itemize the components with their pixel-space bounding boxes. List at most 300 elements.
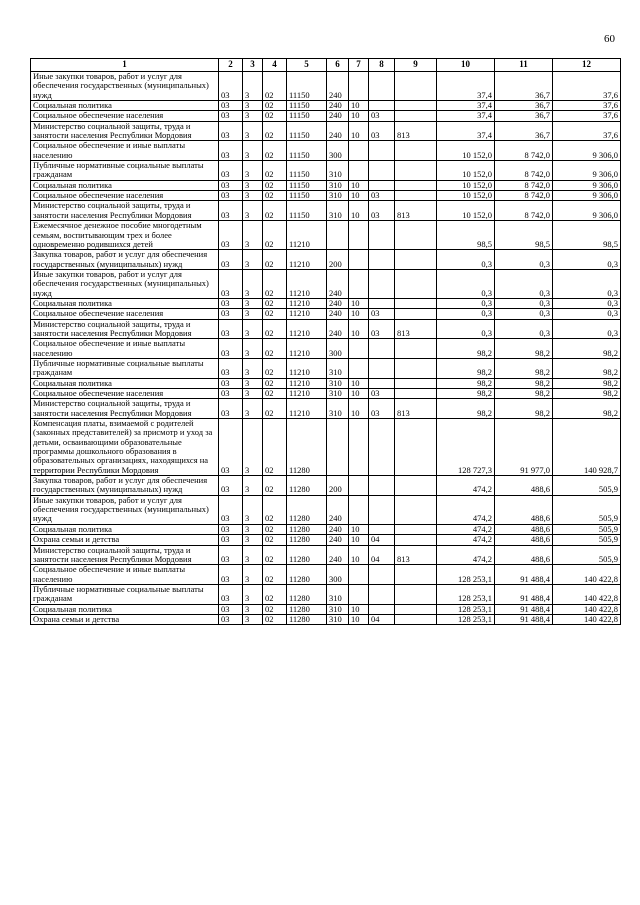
amount-col-10: 37,4 — [437, 72, 495, 101]
amount-col-11: 36,7 — [495, 111, 553, 121]
code-division — [349, 584, 369, 604]
amount-col-12: 140 928,7 — [553, 419, 621, 476]
code-subprogram: 02 — [263, 476, 287, 496]
code-ministry — [395, 476, 437, 496]
code-section: 03 — [219, 495, 243, 524]
code-section: 03 — [219, 339, 243, 359]
code-section: 03 — [219, 111, 243, 121]
code-section: 03 — [219, 221, 243, 250]
amount-col-10: 474,2 — [437, 545, 495, 565]
amount-col-12: 140 422,8 — [553, 604, 621, 614]
code-expense-type: 300 — [327, 565, 349, 585]
amount-col-12: 0,3 — [553, 309, 621, 319]
table-row — [31, 358, 621, 378]
row-name: Компенсация платы, взимаемой с родителей (законных представителей) за присмотр и уход за детьми, осваивающими образовательные программы дошкольного образования в образовательных организациях, находящихся на территории Республики Мордовия — [31, 419, 219, 476]
code-division: 10 — [349, 524, 369, 534]
amount-col-12: 37,6 — [553, 72, 621, 101]
code-expense-type: 310 — [327, 399, 349, 419]
code-section: 03 — [219, 524, 243, 534]
amount-col-11: 91 488,4 — [495, 565, 553, 585]
code-subdivision — [369, 604, 395, 614]
code-program: 3 — [243, 269, 263, 298]
amount-col-10: 128 253,1 — [437, 584, 495, 604]
code-subprogram: 02 — [263, 604, 287, 614]
row-name: Социальное обеспечение и иные выплаты населению — [31, 339, 219, 359]
row-name: Министерство социальной защиты, труда и занятости населения Республики Мордовия — [31, 545, 219, 565]
amount-col-10: 474,2 — [437, 495, 495, 524]
row-name: Публичные нормативные социальные выплаты гражданам — [31, 161, 219, 181]
code-section: 03 — [219, 121, 243, 141]
table-row — [31, 101, 621, 111]
amount-col-11: 91 488,4 — [495, 614, 553, 624]
amount-col-10: 128 727,3 — [437, 419, 495, 476]
table-row — [31, 250, 621, 270]
code-subprogram: 02 — [263, 121, 287, 141]
code-subdivision: 03 — [369, 111, 395, 121]
row-name: Иные закупки товаров, работ и услуг для обеспечения государственных (муниципальных) нужд — [31, 72, 219, 101]
amount-col-10: 0,3 — [437, 309, 495, 319]
amount-col-11: 0,3 — [495, 250, 553, 270]
amount-col-12: 0,3 — [553, 250, 621, 270]
code-section: 03 — [219, 476, 243, 496]
code-expense-type: 310 — [327, 584, 349, 604]
amount-col-12: 0,3 — [553, 269, 621, 298]
amount-col-12: 505,9 — [553, 545, 621, 565]
row-name: Министерство социальной защиты, труда и занятости населения Республики Мордовия — [31, 319, 219, 339]
code-division: 10 — [349, 545, 369, 565]
code-division — [349, 221, 369, 250]
amount-col-11: 488,6 — [495, 495, 553, 524]
column-header-7: 7 — [349, 59, 369, 72]
code-division — [349, 419, 369, 476]
code-subdivision — [369, 524, 395, 534]
code-direction: 11150 — [287, 180, 327, 190]
table-row — [31, 191, 621, 201]
column-header-12: 12 — [553, 59, 621, 72]
code-subdivision: 03 — [369, 191, 395, 201]
amount-col-12: 9 306,0 — [553, 201, 621, 221]
amount-col-11: 488,6 — [495, 535, 553, 545]
code-subprogram: 02 — [263, 298, 287, 308]
amount-col-11: 36,7 — [495, 72, 553, 101]
code-subprogram: 02 — [263, 378, 287, 388]
code-expense-type: 310 — [327, 614, 349, 624]
code-ministry — [395, 524, 437, 534]
amount-col-12: 9 306,0 — [553, 141, 621, 161]
code-ministry — [395, 269, 437, 298]
row-name: Охрана семьи и детства — [31, 614, 219, 624]
code-direction: 11280 — [287, 604, 327, 614]
code-subprogram: 02 — [263, 191, 287, 201]
code-direction: 11150 — [287, 121, 327, 141]
code-program: 3 — [243, 524, 263, 534]
code-ministry — [395, 161, 437, 181]
code-subprogram: 02 — [263, 399, 287, 419]
code-division — [349, 476, 369, 496]
code-expense-type — [327, 221, 349, 250]
code-direction: 11280 — [287, 495, 327, 524]
code-division: 10 — [349, 101, 369, 111]
amount-col-10: 98,2 — [437, 358, 495, 378]
code-program: 3 — [243, 614, 263, 624]
column-header-4: 4 — [263, 59, 287, 72]
code-direction: 11150 — [287, 161, 327, 181]
code-ministry: 813 — [395, 399, 437, 419]
amount-col-12: 37,6 — [553, 111, 621, 121]
amount-col-11: 0,3 — [495, 309, 553, 319]
code-expense-type: 240 — [327, 101, 349, 111]
table-row — [31, 389, 621, 399]
code-subprogram: 02 — [263, 180, 287, 190]
amount-col-12: 98,2 — [553, 389, 621, 399]
code-subdivision: 04 — [369, 545, 395, 565]
code-subprogram: 02 — [263, 161, 287, 181]
code-ministry — [395, 389, 437, 399]
code-subprogram: 02 — [263, 614, 287, 624]
code-direction: 11150 — [287, 191, 327, 201]
amount-col-12: 140 422,8 — [553, 565, 621, 585]
table-row — [31, 221, 621, 250]
table-body — [31, 72, 621, 625]
amount-col-12: 140 422,8 — [553, 584, 621, 604]
amount-col-10: 10 152,0 — [437, 201, 495, 221]
code-division: 10 — [349, 614, 369, 624]
code-expense-type: 240 — [327, 72, 349, 101]
code-expense-type: 310 — [327, 191, 349, 201]
code-division — [349, 161, 369, 181]
code-section: 03 — [219, 309, 243, 319]
table-header — [31, 59, 621, 72]
row-name: Социальное обеспечение и иные выплаты населению — [31, 141, 219, 161]
row-name: Министерство социальной защиты, труда и занятости населения Республики Мордовия — [31, 399, 219, 419]
code-subdivision: 03 — [369, 121, 395, 141]
code-division: 10 — [349, 604, 369, 614]
table-row — [31, 339, 621, 359]
row-name: Социальное обеспечение населения — [31, 111, 219, 121]
amount-col-11: 91 977,0 — [495, 419, 553, 476]
header-row — [31, 59, 621, 72]
amount-col-12: 505,9 — [553, 476, 621, 496]
row-name: Министерство социальной защиты, труда и занятости населения Республики Мордовия — [31, 201, 219, 221]
column-header-2: 2 — [219, 59, 243, 72]
column-header-9: 9 — [395, 59, 437, 72]
code-expense-type: 240 — [327, 269, 349, 298]
code-expense-type: 300 — [327, 141, 349, 161]
code-section: 03 — [219, 201, 243, 221]
code-subdivision — [369, 339, 395, 359]
column-header-11: 11 — [495, 59, 553, 72]
code-expense-type: 240 — [327, 535, 349, 545]
table-row — [31, 121, 621, 141]
code-division: 10 — [349, 180, 369, 190]
code-subprogram: 02 — [263, 101, 287, 111]
code-division: 10 — [349, 298, 369, 308]
code-ministry — [395, 614, 437, 624]
code-subdivision — [369, 298, 395, 308]
code-subprogram: 02 — [263, 141, 287, 161]
amount-col-12: 0,3 — [553, 319, 621, 339]
code-division: 10 — [349, 535, 369, 545]
amount-col-11: 488,6 — [495, 545, 553, 565]
code-direction: 11210 — [287, 309, 327, 319]
amount-col-11: 98,2 — [495, 378, 553, 388]
table-row — [31, 269, 621, 298]
amount-col-11: 98,5 — [495, 221, 553, 250]
code-ministry — [395, 101, 437, 111]
code-expense-type: 240 — [327, 111, 349, 121]
column-header-5: 5 — [287, 59, 327, 72]
code-subdivision — [369, 72, 395, 101]
amount-col-10: 474,2 — [437, 524, 495, 534]
code-direction: 11150 — [287, 141, 327, 161]
code-subdivision — [369, 180, 395, 190]
code-subdivision — [369, 584, 395, 604]
code-expense-type: 240 — [327, 545, 349, 565]
code-program: 3 — [243, 111, 263, 121]
table-row — [31, 565, 621, 585]
code-section: 03 — [219, 180, 243, 190]
code-subprogram: 02 — [263, 319, 287, 339]
page-number: 60 — [604, 33, 615, 45]
code-subprogram: 02 — [263, 584, 287, 604]
column-header-10: 10 — [437, 59, 495, 72]
code-division: 10 — [349, 201, 369, 221]
code-expense-type: 310 — [327, 358, 349, 378]
amount-col-12: 9 306,0 — [553, 180, 621, 190]
code-expense-type: 240 — [327, 495, 349, 524]
code-direction: 11280 — [287, 476, 327, 496]
amount-col-12: 9 306,0 — [553, 161, 621, 181]
code-direction: 11210 — [287, 399, 327, 419]
code-section: 03 — [219, 565, 243, 585]
code-ministry — [395, 339, 437, 359]
amount-col-11: 36,7 — [495, 101, 553, 111]
amount-col-10: 98,2 — [437, 339, 495, 359]
code-program: 3 — [243, 121, 263, 141]
code-program: 3 — [243, 339, 263, 359]
code-expense-type: 310 — [327, 180, 349, 190]
row-name: Публичные нормативные социальные выплаты гражданам — [31, 358, 219, 378]
code-program: 3 — [243, 495, 263, 524]
code-ministry — [395, 141, 437, 161]
code-subprogram: 02 — [263, 535, 287, 545]
code-expense-type: 300 — [327, 339, 349, 359]
column-header-3: 3 — [243, 59, 263, 72]
amount-col-12: 0,3 — [553, 298, 621, 308]
code-subdivision: 03 — [369, 309, 395, 319]
amount-col-11: 8 742,0 — [495, 201, 553, 221]
code-ministry — [395, 221, 437, 250]
amount-col-12: 9 306,0 — [553, 191, 621, 201]
code-subdivision — [369, 269, 395, 298]
code-program: 3 — [243, 221, 263, 250]
amount-col-11: 0,3 — [495, 298, 553, 308]
code-subdivision — [369, 221, 395, 250]
code-ministry: 813 — [395, 545, 437, 565]
code-section: 03 — [219, 298, 243, 308]
table-row — [31, 399, 621, 419]
code-ministry — [395, 250, 437, 270]
code-ministry — [395, 309, 437, 319]
code-program: 3 — [243, 358, 263, 378]
code-direction: 11280 — [287, 584, 327, 604]
code-subprogram: 02 — [263, 309, 287, 319]
code-direction: 11280 — [287, 419, 327, 476]
code-division: 10 — [349, 399, 369, 419]
code-ministry — [395, 72, 437, 101]
code-direction: 11150 — [287, 201, 327, 221]
amount-col-10: 474,2 — [437, 535, 495, 545]
amount-col-12: 505,9 — [553, 535, 621, 545]
amount-col-11: 98,2 — [495, 389, 553, 399]
code-subdivision — [369, 565, 395, 585]
amount-col-10: 128 253,1 — [437, 565, 495, 585]
code-division — [349, 565, 369, 585]
code-direction: 11210 — [287, 378, 327, 388]
code-ministry: 813 — [395, 121, 437, 141]
code-expense-type: 240 — [327, 309, 349, 319]
code-subdivision — [369, 419, 395, 476]
amount-col-11: 488,6 — [495, 476, 553, 496]
code-expense-type: 310 — [327, 161, 349, 181]
code-subprogram: 02 — [263, 524, 287, 534]
amount-col-12: 98,2 — [553, 378, 621, 388]
code-program: 3 — [243, 535, 263, 545]
code-expense-type: 200 — [327, 476, 349, 496]
row-name: Социальная политика — [31, 298, 219, 308]
column-header-1: 1 — [31, 59, 219, 72]
code-section: 03 — [219, 545, 243, 565]
code-program: 3 — [243, 201, 263, 221]
code-subprogram: 02 — [263, 389, 287, 399]
amount-col-10: 0,3 — [437, 250, 495, 270]
amount-col-11: 91 488,4 — [495, 584, 553, 604]
code-expense-type: 310 — [327, 604, 349, 614]
code-division — [349, 358, 369, 378]
row-name: Социальная политика — [31, 524, 219, 534]
code-section: 03 — [219, 378, 243, 388]
table-row — [31, 545, 621, 565]
code-direction: 11210 — [287, 319, 327, 339]
code-expense-type: 240 — [327, 319, 349, 339]
row-name: Ежемесячное денежное пособие многодетным семьям, воспитывающим трех и более одновременно родившихся детей — [31, 221, 219, 250]
row-name: Публичные нормативные социальные выплаты гражданам — [31, 584, 219, 604]
code-program: 3 — [243, 319, 263, 339]
column-header-8: 8 — [369, 59, 395, 72]
code-section: 03 — [219, 319, 243, 339]
code-division: 10 — [349, 309, 369, 319]
code-program: 3 — [243, 72, 263, 101]
code-section: 03 — [219, 389, 243, 399]
code-subprogram: 02 — [263, 339, 287, 359]
code-section: 03 — [219, 399, 243, 419]
amount-col-12: 140 422,8 — [553, 614, 621, 624]
code-subprogram: 02 — [263, 419, 287, 476]
code-direction: 11280 — [287, 565, 327, 585]
code-program: 3 — [243, 191, 263, 201]
amount-col-12: 505,9 — [553, 524, 621, 534]
amount-col-11: 8 742,0 — [495, 141, 553, 161]
row-name: Социальное обеспечение населения — [31, 309, 219, 319]
row-name: Социальное обеспечение населения — [31, 191, 219, 201]
code-direction: 11280 — [287, 545, 327, 565]
amount-col-11: 98,2 — [495, 358, 553, 378]
table-row — [31, 319, 621, 339]
code-division — [349, 250, 369, 270]
code-division — [349, 495, 369, 524]
code-division: 10 — [349, 121, 369, 141]
code-direction: 11210 — [287, 269, 327, 298]
code-subdivision — [369, 476, 395, 496]
table-row — [31, 524, 621, 534]
code-direction: 11280 — [287, 614, 327, 624]
row-name: Закупка товаров, работ и услуг для обеспечения государственных (муниципальных) нужд — [31, 476, 219, 496]
code-program: 3 — [243, 298, 263, 308]
amount-col-10: 10 152,0 — [437, 161, 495, 181]
code-section: 03 — [219, 191, 243, 201]
code-subprogram: 02 — [263, 221, 287, 250]
code-section: 03 — [219, 269, 243, 298]
code-division: 10 — [349, 319, 369, 339]
code-subprogram: 02 — [263, 565, 287, 585]
code-subdivision: 03 — [369, 201, 395, 221]
amount-col-12: 98,2 — [553, 339, 621, 359]
code-subdivision — [369, 141, 395, 161]
amount-col-11: 0,3 — [495, 269, 553, 298]
amount-col-10: 10 152,0 — [437, 180, 495, 190]
code-expense-type: 240 — [327, 524, 349, 534]
amount-col-10: 10 152,0 — [437, 191, 495, 201]
code-section: 03 — [219, 419, 243, 476]
code-division — [349, 269, 369, 298]
budget-table — [30, 58, 621, 625]
amount-col-11: 91 488,4 — [495, 604, 553, 614]
code-subprogram: 02 — [263, 201, 287, 221]
amount-col-10: 98,2 — [437, 378, 495, 388]
code-program: 3 — [243, 141, 263, 161]
amount-col-12: 98,5 — [553, 221, 621, 250]
code-program: 3 — [243, 604, 263, 614]
amount-col-11: 36,7 — [495, 121, 553, 141]
code-expense-type: 310 — [327, 378, 349, 388]
amount-col-11: 98,2 — [495, 339, 553, 359]
code-section: 03 — [219, 584, 243, 604]
code-program: 3 — [243, 419, 263, 476]
amount-col-10: 128 253,1 — [437, 604, 495, 614]
code-program: 3 — [243, 378, 263, 388]
code-ministry — [395, 180, 437, 190]
code-subdivision — [369, 358, 395, 378]
table-row — [31, 161, 621, 181]
code-direction: 11210 — [287, 298, 327, 308]
table-row — [31, 309, 621, 319]
code-section: 03 — [219, 535, 243, 545]
code-ministry — [395, 298, 437, 308]
code-division — [349, 339, 369, 359]
code-direction: 11150 — [287, 111, 327, 121]
amount-col-11: 488,6 — [495, 524, 553, 534]
table-row — [31, 495, 621, 524]
row-name: Иные закупки товаров, работ и услуг для обеспечения государственных (муниципальных) нужд — [31, 269, 219, 298]
table-row — [31, 614, 621, 624]
code-program: 3 — [243, 309, 263, 319]
table-row — [31, 535, 621, 545]
code-direction: 11280 — [287, 524, 327, 534]
code-direction: 11150 — [287, 101, 327, 111]
row-name: Социальная политика — [31, 180, 219, 190]
code-program: 3 — [243, 565, 263, 585]
amount-col-12: 505,9 — [553, 495, 621, 524]
